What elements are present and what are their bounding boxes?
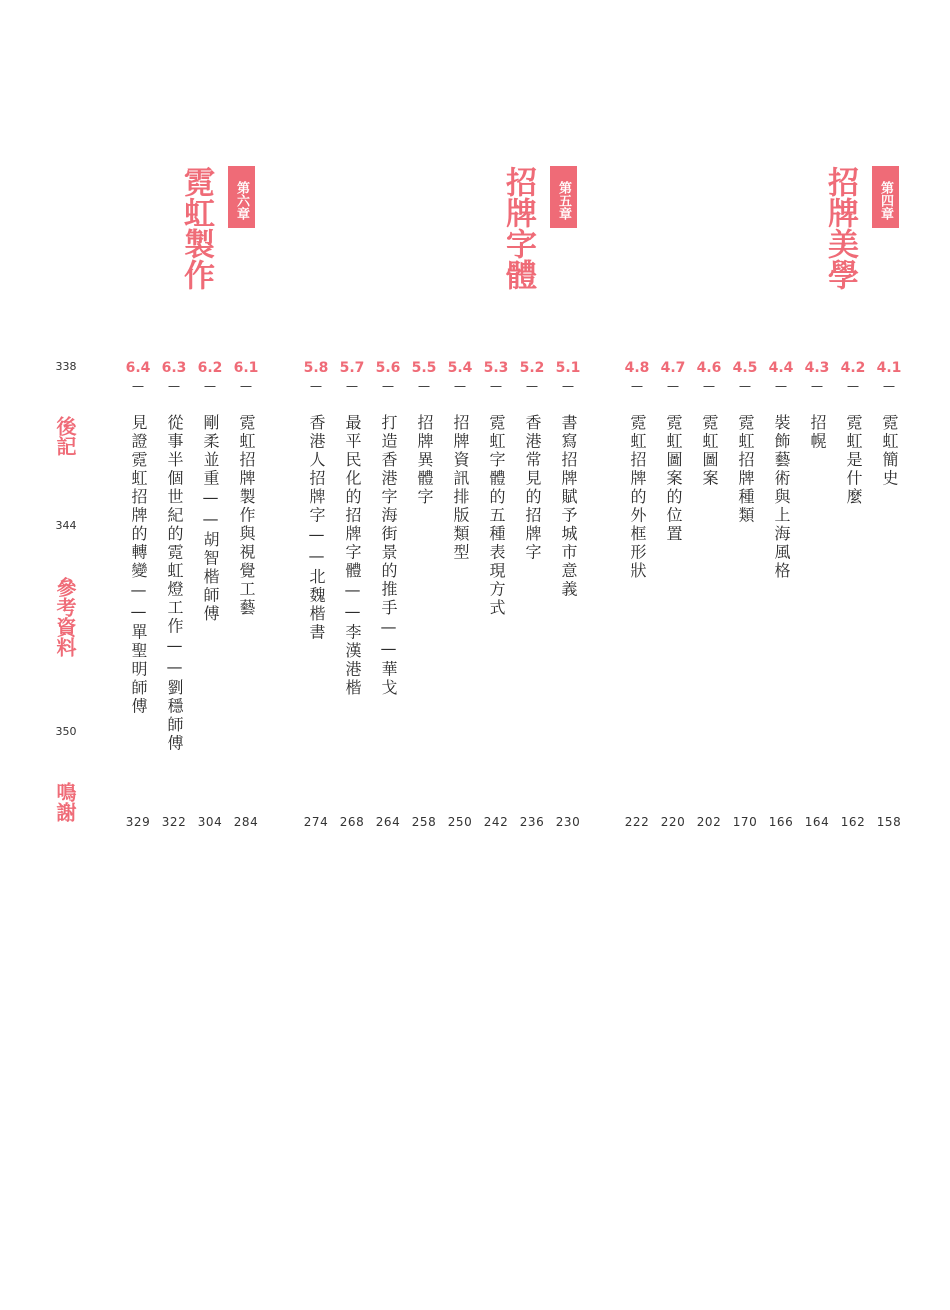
section-page-number: 250 — [447, 815, 473, 829]
section-page-number: 258 — [411, 815, 437, 829]
section-number: 5.2 — [519, 360, 545, 376]
back-matter-page-references: 344 — [55, 519, 77, 532]
section-divider — [491, 386, 502, 387]
section-page-number: 236 — [519, 815, 545, 829]
section-number: 6.3 — [161, 360, 187, 376]
section-title[interactable]: 最平民化的招牌字體——李漢港楷 — [343, 414, 362, 698]
section-number: 5.8 — [303, 360, 329, 376]
section-number: 5.7 — [339, 360, 365, 376]
section-divider — [668, 386, 679, 387]
back-matter-afterword[interactable]: 後記 — [53, 416, 77, 456]
section-page-number: 268 — [339, 815, 365, 829]
section-number: 6.2 — [197, 360, 223, 376]
section-number: 5.1 — [555, 360, 581, 376]
section-number: 5.3 — [483, 360, 509, 376]
section-title[interactable]: 招幌 — [808, 414, 827, 451]
section-divider — [704, 386, 715, 387]
section-title[interactable]: 招牌異體字 — [415, 414, 434, 507]
section-page-number: 162 — [840, 815, 866, 829]
section-number: 5.4 — [447, 360, 473, 376]
chapter-badge-5: 第五章 — [550, 166, 577, 228]
chapter-title-5: 招牌字體 — [500, 166, 536, 290]
section-title[interactable]: 霓虹招牌種類 — [736, 414, 755, 525]
chapter-title-4: 招牌美學 — [822, 166, 858, 290]
section-number: 4.3 — [804, 360, 830, 376]
section-divider — [133, 386, 144, 387]
section-page-number: 166 — [768, 815, 794, 829]
section-divider — [205, 386, 216, 387]
section-page-number: 222 — [624, 815, 650, 829]
section-page-number: 202 — [696, 815, 722, 829]
section-number: 5.5 — [411, 360, 437, 376]
section-number: 4.8 — [624, 360, 650, 376]
section-number: 6.4 — [125, 360, 151, 376]
section-title[interactable]: 打造香港字海街景的推手——華戈 — [379, 414, 398, 698]
section-divider — [812, 386, 823, 387]
section-page-number: 158 — [876, 815, 902, 829]
section-page-number: 170 — [732, 815, 758, 829]
back-matter-references[interactable]: 參考資料 — [53, 577, 77, 657]
section-title[interactable]: 霓虹簡史 — [880, 414, 899, 488]
section-page-number: 230 — [555, 815, 581, 829]
section-title[interactable]: 霓虹是什麼 — [844, 414, 863, 507]
section-title[interactable]: 從事半個世紀的霓虹燈工作——劉穩師傅 — [165, 414, 184, 753]
section-number: 4.2 — [840, 360, 866, 376]
section-divider — [563, 386, 574, 387]
chapter-badge-4: 第四章 — [872, 166, 899, 228]
section-title[interactable]: 裝飾藝術與上海風格 — [772, 414, 791, 581]
section-divider — [419, 386, 430, 387]
section-page-number: 164 — [804, 815, 830, 829]
chapter-badge-6: 第六章 — [228, 166, 255, 228]
section-divider — [241, 386, 252, 387]
back-matter-page-afterword: 338 — [55, 360, 77, 373]
section-title[interactable]: 招牌資訊排版類型 — [451, 414, 470, 562]
section-number: 5.6 — [375, 360, 401, 376]
section-number: 4.6 — [696, 360, 722, 376]
section-title[interactable]: 霓虹招牌的外框形狀 — [628, 414, 647, 581]
back-matter-page-acknowledgements: 350 — [55, 725, 77, 738]
section-title[interactable]: 見證霓虹招牌的轉變——單聖明師傅 — [129, 414, 148, 716]
section-divider — [347, 386, 358, 387]
section-page-number: 220 — [660, 815, 686, 829]
section-divider — [527, 386, 538, 387]
section-number: 4.1 — [876, 360, 902, 376]
section-divider — [740, 386, 751, 387]
section-title[interactable]: 香港人招牌字——北魏楷書 — [307, 414, 326, 642]
section-title[interactable]: 剛柔並重——胡智楷師傅 — [201, 414, 220, 624]
section-number: 4.7 — [660, 360, 686, 376]
section-number: 4.5 — [732, 360, 758, 376]
section-divider — [848, 386, 859, 387]
section-page-number: 264 — [375, 815, 401, 829]
section-title[interactable]: 霓虹圖案的位置 — [664, 414, 683, 544]
section-page-number: 274 — [303, 815, 329, 829]
section-divider — [632, 386, 643, 387]
section-page-number: 242 — [483, 815, 509, 829]
section-page-number: 284 — [233, 815, 259, 829]
section-page-number: 322 — [161, 815, 187, 829]
section-divider — [884, 386, 895, 387]
section-title[interactable]: 霓虹字體的五種表現方式 — [487, 414, 506, 618]
section-divider — [776, 386, 787, 387]
chapter-title-6: 霓虹製作 — [178, 166, 214, 290]
section-title[interactable]: 霓虹圖案 — [700, 414, 719, 488]
section-title[interactable]: 書寫招牌賦予城市意義 — [559, 414, 578, 599]
section-divider — [455, 386, 466, 387]
section-page-number: 304 — [197, 815, 223, 829]
section-divider — [311, 386, 322, 387]
section-title[interactable]: 霓虹招牌製作與視覺工藝 — [237, 414, 256, 618]
section-title[interactable]: 香港常見的招牌字 — [523, 414, 542, 562]
section-number: 6.1 — [233, 360, 259, 376]
section-number: 4.4 — [768, 360, 794, 376]
back-matter-acknowledgements[interactable]: 鳴謝 — [53, 782, 77, 822]
section-divider — [383, 386, 394, 387]
section-divider — [169, 386, 180, 387]
section-page-number: 329 — [125, 815, 151, 829]
